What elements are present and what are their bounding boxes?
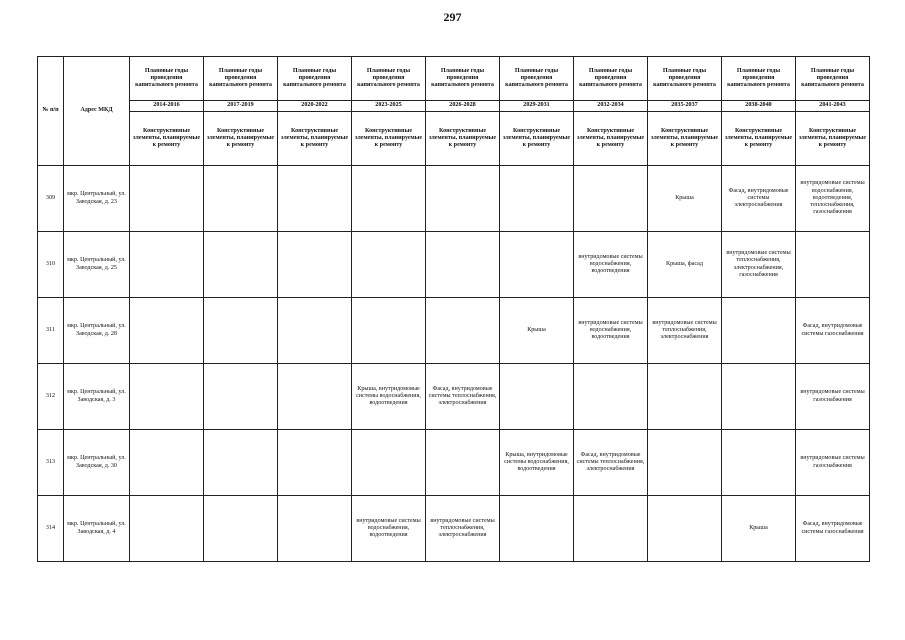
repair-cell: Крыша, фасад [648, 232, 722, 298]
repair-cell: внутридомовые системы теплоснабжения, электроснабжения [426, 496, 500, 562]
repair-cell [278, 430, 352, 496]
table-row [38, 232, 870, 298]
column-header-planned-years: Плановые годы проведения капитального ремонта [204, 57, 278, 101]
table-row [38, 166, 870, 232]
page-number: 297 [443, 10, 462, 24]
repair-cell [574, 496, 648, 562]
repair-cell [278, 496, 352, 562]
repair-cell: внутридомовые системы водоснабжения, водоотведения [574, 298, 648, 364]
repair-cell [500, 166, 574, 232]
repair-cell [500, 496, 574, 562]
repair-cell: Фасад, внутридомовые системы теплоснабжения, электроснабжения [574, 430, 648, 496]
repair-cell [722, 430, 796, 496]
repair-cell [130, 166, 204, 232]
column-header-planned-years: Плановые годы проведения капитального ремонта [796, 57, 870, 101]
table-row [38, 430, 870, 496]
elements-header: Конструктивные элементы, планируемые к ремонту [722, 112, 796, 166]
repair-cell: Крыша [500, 298, 574, 364]
repair-cell [426, 232, 500, 298]
column-header-planned-years: Плановые годы проведения капитального ремонта [352, 57, 426, 101]
period-header: 2032-2034 [574, 101, 648, 112]
repair-cell: внутридомовые системы газоснабжения [796, 430, 870, 496]
period-header: 2023-2025 [352, 101, 426, 112]
repair-cell: внутридомовые системы водоснабжения, водоотведения [574, 232, 648, 298]
row-address: мкр. Центральный, ул. Заводская, д. 30 [64, 430, 130, 496]
repair-cell [204, 166, 278, 232]
column-header-planned-years: Плановые годы проведения капитального ремонта [130, 57, 204, 101]
repair-cell [130, 430, 204, 496]
repair-cell [352, 232, 426, 298]
period-header: 2014-2016 [130, 101, 204, 112]
repair-cell [352, 430, 426, 496]
repair-cell: Крыша, внутридомовые системы водоснабжения, водоотведения [500, 430, 574, 496]
repair-cell [278, 232, 352, 298]
period-header: 2020-2022 [278, 101, 352, 112]
row-number: 312 [38, 364, 64, 430]
repair-cell: Фасад, внутридомовые системы газоснабжения [796, 298, 870, 364]
column-header-planned-years: Плановые годы проведения капитального ремонта [722, 57, 796, 101]
column-header-planned-years: Плановые годы проведения капитального ремонта [278, 57, 352, 101]
repair-cell [722, 298, 796, 364]
repair-cell: внутридомовые системы теплоснабжения, электроснабжения, газоснабжения [722, 232, 796, 298]
period-header: 2017-2019 [204, 101, 278, 112]
repair-cell [204, 232, 278, 298]
repair-cell [722, 364, 796, 430]
row-address: мкр. Центральный, ул. Заводская, д. 28 [64, 298, 130, 364]
elements-header: Конструктивные элементы, планируемые к ремонту [426, 112, 500, 166]
repair-cell: внутридомовые системы водоснабжения, водоотведения [352, 496, 426, 562]
repair-cell [648, 364, 722, 430]
period-header: 2029-2031 [500, 101, 574, 112]
elements-header: Конструктивные элементы, планируемые к ремонту [648, 112, 722, 166]
row-number: 313 [38, 430, 64, 496]
repair-cell [130, 232, 204, 298]
column-header-planned-years: Плановые годы проведения капитального ремонта [574, 57, 648, 101]
repair-cell [500, 364, 574, 430]
repair-cell [426, 298, 500, 364]
repair-cell: внутридомовые системы водоснабжения, водоотведения, теплоснабжения, газоснабжения [796, 166, 870, 232]
repair-cell: внутридомовые системы газоснабжения [796, 364, 870, 430]
elements-header: Конструктивные элементы, планируемые к ремонту [130, 112, 204, 166]
repair-cell [648, 496, 722, 562]
repair-cell: Фасад, внутридомовые системы газоснабжения [796, 496, 870, 562]
capital-repair-plan-table [37, 56, 870, 562]
table-row [38, 496, 870, 562]
repair-cell [278, 364, 352, 430]
repair-cell [130, 496, 204, 562]
repair-cell [796, 232, 870, 298]
repair-cell [574, 364, 648, 430]
row-address: мкр. Центральный, ул. Заводская, д. 23 [64, 166, 130, 232]
repair-cell: Крыша [648, 166, 722, 232]
elements-header: Конструктивные элементы, планируемые к ремонту [278, 112, 352, 166]
repair-cell [204, 430, 278, 496]
repair-cell [130, 298, 204, 364]
repair-cell [426, 166, 500, 232]
period-header: 2041-2043 [796, 101, 870, 112]
repair-cell [204, 364, 278, 430]
repair-cell [130, 364, 204, 430]
repair-cell [278, 166, 352, 232]
column-header-planned-years: Плановые годы проведения капитального ремонта [426, 57, 500, 101]
elements-header: Конструктивные элементы, планируемые к ремонту [574, 112, 648, 166]
repair-cell [278, 298, 352, 364]
repair-cell: Фасад, внутридомовые системы теплоснабжения, электроснабжения [426, 364, 500, 430]
row-number: 311 [38, 298, 64, 364]
period-header: 2035-2037 [648, 101, 722, 112]
repair-cell [648, 430, 722, 496]
row-number: 310 [38, 232, 64, 298]
row-address: мкр. Центральный, ул. Заводская, д. 3 [64, 364, 130, 430]
repair-cell [204, 298, 278, 364]
repair-cell: Крыша, внутридомовые системы водоснабжения, водоотведения [352, 364, 426, 430]
repair-cell: Крыша [722, 496, 796, 562]
row-address: мкр. Центральный, ул. Заводская, д. 4 [64, 496, 130, 562]
repair-cell [352, 166, 426, 232]
elements-header: Конструктивные элементы, планируемые к ремонту [352, 112, 426, 166]
repair-cell [426, 430, 500, 496]
repair-cell [574, 166, 648, 232]
repair-cell [352, 298, 426, 364]
repair-cell [500, 232, 574, 298]
column-header-address: Адрес МКД [64, 57, 130, 166]
row-number: 309 [38, 166, 64, 232]
elements-header: Конструктивные элементы, планируемые к ремонту [796, 112, 870, 166]
elements-header: Конструктивные элементы, планируемые к ремонту [500, 112, 574, 166]
period-header: 2026-2028 [426, 101, 500, 112]
period-header: 2038-2040 [722, 101, 796, 112]
row-number: 314 [38, 496, 64, 562]
repair-cell: внутридомовые системы теплоснабжения, электроснабжения [648, 298, 722, 364]
column-header-planned-years: Плановые годы проведения капитального ремонта [648, 57, 722, 101]
table-row [38, 298, 870, 364]
repair-cell [204, 496, 278, 562]
repair-cell: Фасад, внутридомовые системы электроснабжения [722, 166, 796, 232]
row-address: мкр. Центральный, ул. Заводская, д. 25 [64, 232, 130, 298]
elements-header: Конструктивные элементы, планируемые к ремонту [204, 112, 278, 166]
table-row [38, 364, 870, 430]
column-header-number: № п/п [38, 57, 64, 166]
column-header-planned-years: Плановые годы проведения капитального ремонта [500, 57, 574, 101]
